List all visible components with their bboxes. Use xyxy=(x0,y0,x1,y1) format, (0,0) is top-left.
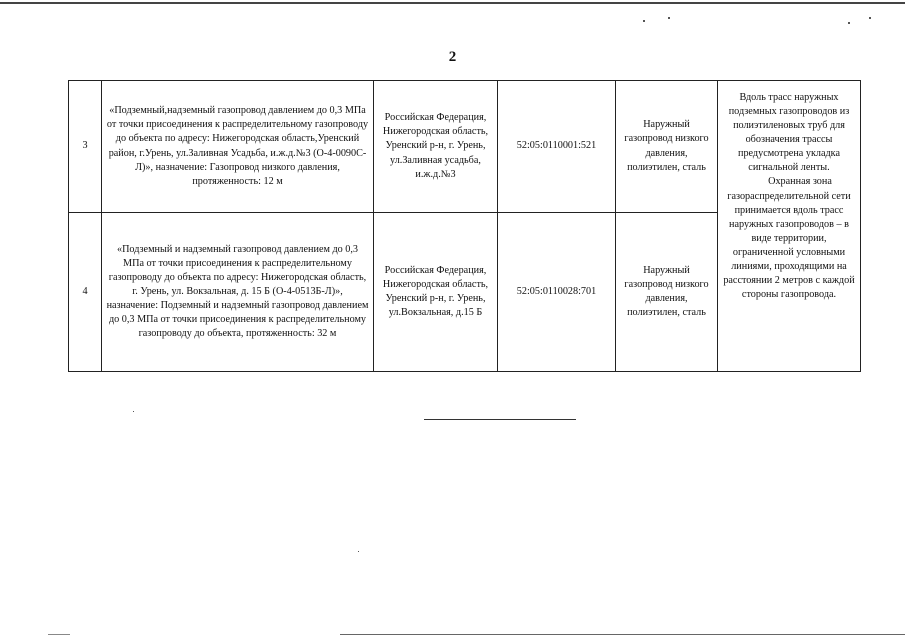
object-name-cell: «Подземный,надземный газопровод давлением до 0,3 МПа от точки присоединения к распределительному газопроводу до объекта по адресу: Нижегородская область,Уренский район, г.Урень, ул.Заливная Усадьба, и.ж.д.№3 (О-4-0090С-Л)», назначение: Газопровод низкого давления, протяженность: 12 м xyxy=(102,81,374,213)
scan-speck xyxy=(643,20,645,22)
document-end-line xyxy=(424,419,576,420)
cadastral-number-cell: 52:05:0110028:701 xyxy=(498,213,616,372)
address-cell: Российская Федерация, Нижегородская область, Уренский р-н, г. Урень, ул.Заливная усадьба, и.ж.д.№3 xyxy=(374,81,498,213)
top-border-line xyxy=(0,2,905,4)
scan-speck xyxy=(133,411,134,412)
cadastral-number-cell: 52:05:0110001:521 xyxy=(498,81,616,213)
bottom-border-line xyxy=(48,634,70,635)
address-cell: Российская Федерация, Нижегородская область, Уренский р-н, г. Урень, ул.Вокзальная, д.15 Б xyxy=(374,213,498,372)
bottom-border-line xyxy=(340,634,905,635)
pipeline-type-cell: Наружный газопровод низкого давления, полиэтилен, сталь xyxy=(616,81,718,213)
scan-speck xyxy=(848,22,850,24)
row-number-cell: 4 xyxy=(69,213,102,372)
pipeline-type-cell: Наружный газопровод низкого давления, полиэтилен, сталь xyxy=(616,213,718,372)
row-number-cell: 3 xyxy=(69,81,102,213)
scan-speck xyxy=(668,17,670,19)
scan-speck xyxy=(358,551,359,552)
scan-speck xyxy=(869,17,871,19)
gas-pipeline-registry-table xyxy=(68,80,861,372)
protection-zone-cell xyxy=(718,81,861,372)
zone-description-paragraph: Охранная зона газораспределительной сети принимается вдоль трасс наружных газопроводов – в виде территории, ограниченной условными линиями, проходящими на расстоянии 2 метров с каждой стороны газопровода. xyxy=(723,176,855,301)
object-name-cell: «Подземный и надземный газопровод давлением до 0,3 МПа от точки присоединения к распределительному газопроводу до объекта по адресу: Нижегородская область, г. Урень, ул. Вокзальная, д. 15 Б (О-4-0513Б-Л)», назначение: Подземный и надземный газопровод давлением до 0,3 МПа от точки присоединения к распределительному газопроводу до объекта, протяженность: 32 м xyxy=(102,213,374,372)
page-number: 2 xyxy=(448,49,457,65)
zone-description-paragraph: Вдоль трасс наружных подземных газопроводов из полиэтиленовых труб для обозначения трассы предусмотрена укладка сигнальной ленты. xyxy=(728,92,850,174)
table-row xyxy=(69,81,861,213)
